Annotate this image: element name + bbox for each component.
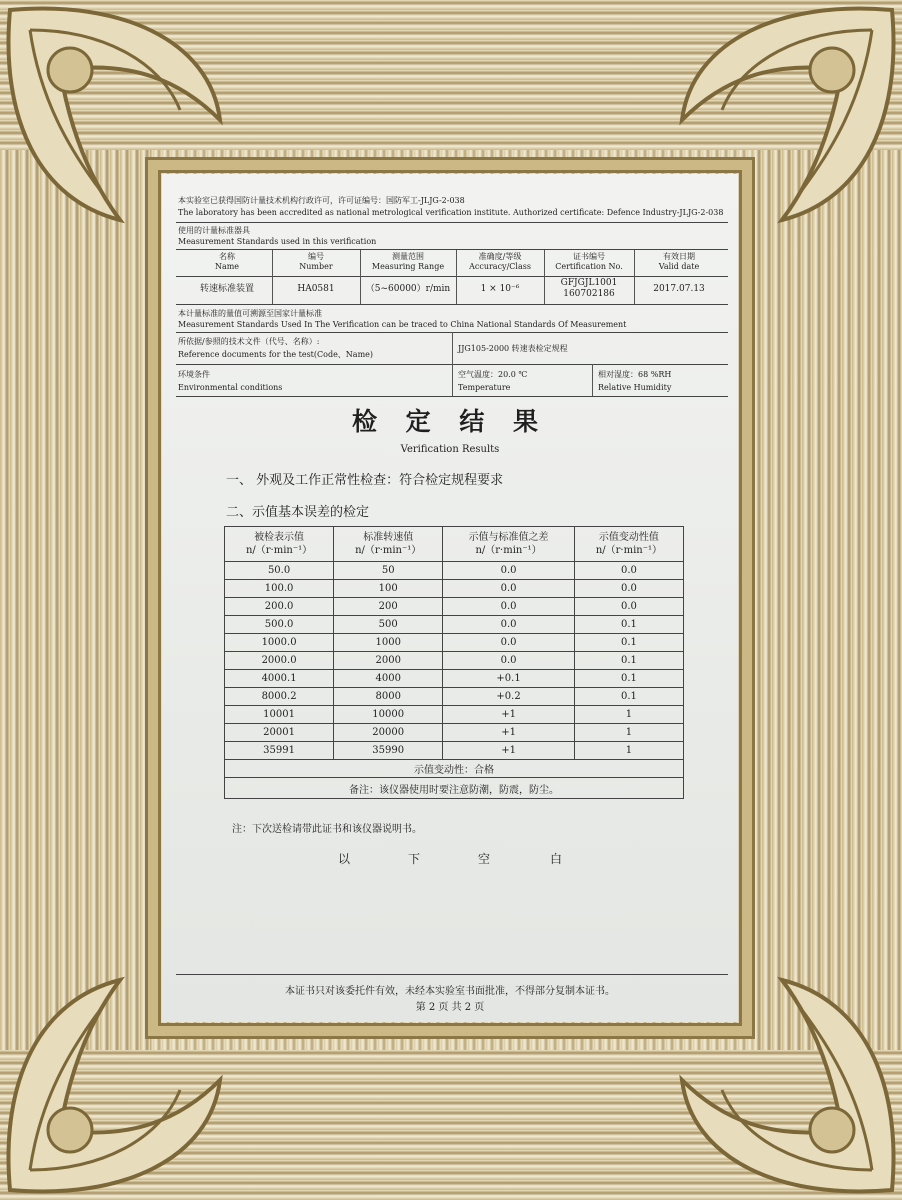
next-submission-note: 注：下次送检请带此证书和该仪器说明书。 <box>232 824 422 835</box>
col-standard-speed: 标准转速值 n/（r·min⁻¹） <box>334 527 443 562</box>
results-table <box>224 526 684 799</box>
table-cell: 1 <box>574 706 683 724</box>
divider <box>452 364 453 396</box>
divider <box>176 249 728 250</box>
table-cell: +0.2 <box>443 688 575 706</box>
validity-statement: 本证书只对该委托件有效，未经本实验室书面批准，不得部分复制本证书。 <box>285 986 615 997</box>
table-row <box>225 598 684 616</box>
table-cell: 10000 <box>334 706 443 724</box>
variability-result: 示值变动性：合格 <box>225 760 684 778</box>
table-cell: 0.0 <box>574 562 683 580</box>
table-cell: 0.0 <box>443 580 575 598</box>
traceability-cn: 本计量标准的量值可溯源至国家计量标准 <box>178 309 322 318</box>
table-cell: 50 <box>334 562 443 580</box>
reference-label-en: Reference documents for the test(Code、Name) <box>178 350 374 359</box>
col-name-header: 名称 Name <box>214 252 240 271</box>
table-cell: 50.0 <box>225 562 334 580</box>
blank-marker-3: 空 <box>478 852 491 866</box>
remark: 备注：该仪器使用时要注意防潮，防震，防尘。 <box>225 778 684 799</box>
col-certificate-header: 证书编号 Certification No. <box>555 252 623 271</box>
page-number: 第 2 页 共 2 页 <box>415 1002 485 1013</box>
col-variability: 示值变动性值 n/（r·min⁻¹） <box>574 527 683 562</box>
table-cell: +1 <box>443 724 575 742</box>
table-cell: 20001 <box>225 724 334 742</box>
table-cell: 0.0 <box>443 634 575 652</box>
standards-heading-en: Measurement Standards used in this verification <box>178 237 377 246</box>
col-difference: 示值与标准值之差 n/（r·min⁻¹） <box>443 527 575 562</box>
table-cell: 2000.0 <box>225 652 334 670</box>
section-appearance-check: 一、 外观及工作正常性检查：符合检定规程要求 <box>226 473 504 488</box>
table-cell: 200 <box>334 598 443 616</box>
col-indicated-value: 被检表示值 n/（r·min⁻¹） <box>225 527 334 562</box>
std-valid-date: 2017.07.13 <box>653 284 705 294</box>
traceability-en: Measurement Standards Used In The Verification can be traced to China National Standards Of Measurement <box>178 320 627 329</box>
table-row <box>225 562 684 580</box>
blank-marker-2: 下 <box>408 852 421 866</box>
table-cell: 2000 <box>334 652 443 670</box>
table-cell: 0.0 <box>443 598 575 616</box>
table-cell: 8000.2 <box>225 688 334 706</box>
divider <box>176 396 728 397</box>
blank-marker-1: 以 <box>338 852 351 866</box>
table-cell: 35991 <box>225 742 334 760</box>
table-row <box>225 652 684 670</box>
table-cell: 100 <box>334 580 443 598</box>
environment-label-cn: 环境条件 <box>178 370 210 379</box>
table-cell: 0.1 <box>574 688 683 706</box>
standards-heading-cn: 使用的计量标准器具 <box>178 226 250 235</box>
results-table-header <box>225 527 684 562</box>
table-cell: 0.1 <box>574 670 683 688</box>
divider <box>544 250 545 304</box>
table-cell: 500 <box>334 616 443 634</box>
divider <box>456 250 457 304</box>
table-cell: +1 <box>443 706 575 724</box>
blank-marker-4: 白 <box>550 852 563 866</box>
table-row <box>225 724 684 742</box>
table-cell: 0.1 <box>574 634 683 652</box>
divider <box>634 250 635 304</box>
divider <box>176 304 728 305</box>
accreditation-en: The laboratory has been accredited as national metrological verification institute. Authorized certificate: Defence Industry-JLJG-2-038 <box>178 208 724 217</box>
divider <box>176 276 728 277</box>
table-cell: 8000 <box>334 688 443 706</box>
col-accuracy-header: 准确度/等级 Accuracy/Class <box>469 252 531 271</box>
table-cell: 0.0 <box>574 598 683 616</box>
table-cell: 20000 <box>334 724 443 742</box>
std-name: 转速标准装置 <box>199 284 254 294</box>
table-cell: 4000.1 <box>225 670 334 688</box>
divider <box>452 332 453 364</box>
table-cell: 0.0 <box>443 652 575 670</box>
table-row <box>225 688 684 706</box>
table-cell: 100.0 <box>225 580 334 598</box>
std-range: （5~60000）r/min <box>365 284 451 294</box>
table-cell: 1 <box>574 742 683 760</box>
table-cell: +1 <box>443 742 575 760</box>
table-cell: 10001 <box>225 706 334 724</box>
section-error-verification: 二、示值基本误差的检定 <box>226 505 370 520</box>
temperature-label-en: Temperature <box>458 383 511 392</box>
divider <box>176 222 728 223</box>
table-row <box>225 580 684 598</box>
results-title: 检 定 结 果 <box>351 407 549 436</box>
col-range-header: 测量范围 Measuring Range <box>371 252 445 271</box>
reference-value: JJG105-2000 转速表检定规程 <box>458 344 568 353</box>
table-cell: 0.1 <box>574 616 683 634</box>
std-accuracy: 1 × 10⁻⁶ <box>480 284 520 294</box>
table-cell: 0.0 <box>574 580 683 598</box>
results-subtitle: Verification Results <box>400 444 500 455</box>
environment-label-en: Environmental conditions <box>178 383 283 392</box>
table-cell: 1000.0 <box>225 634 334 652</box>
table-row <box>225 634 684 652</box>
table-cell: 1 <box>574 724 683 742</box>
divider <box>592 364 593 396</box>
temperature-value: 空气温度：20.0 ℃ <box>458 370 528 379</box>
table-row <box>225 616 684 634</box>
table-row <box>225 742 684 760</box>
table-cell: 4000 <box>334 670 443 688</box>
col-number-header: 编号 Number <box>299 252 333 271</box>
divider <box>176 974 728 975</box>
divider <box>272 250 273 304</box>
table-cell: 200.0 <box>225 598 334 616</box>
table-cell: 500.0 <box>225 616 334 634</box>
table-cell: 1000 <box>334 634 443 652</box>
table-cell: +0.1 <box>443 670 575 688</box>
humidity-value: 相对湿度：68 %RH <box>598 370 672 379</box>
table-cell: 35990 <box>334 742 443 760</box>
accreditation-cn: 本实验室已获得国防计量技术机构行政许可，许可证编号：国防军工-JLJG-2-038 <box>178 196 465 205</box>
table-cell: 0.1 <box>574 652 683 670</box>
table-row <box>225 706 684 724</box>
col-valid-date-header: 有效日期 Valid date <box>658 252 700 271</box>
table-cell: 0.0 <box>443 616 575 634</box>
humidity-label-en: Relative Humidity <box>598 383 672 392</box>
table-row <box>225 670 684 688</box>
divider <box>360 250 361 304</box>
std-number: HA0581 <box>297 284 335 294</box>
std-certificate-no: GFJGJL1001 160702186 <box>560 278 618 299</box>
reference-label-cn: 所依据/参照的技术文件（代号、名称）: <box>178 337 320 346</box>
certificate-page <box>162 174 738 1022</box>
table-cell: 0.0 <box>443 562 575 580</box>
